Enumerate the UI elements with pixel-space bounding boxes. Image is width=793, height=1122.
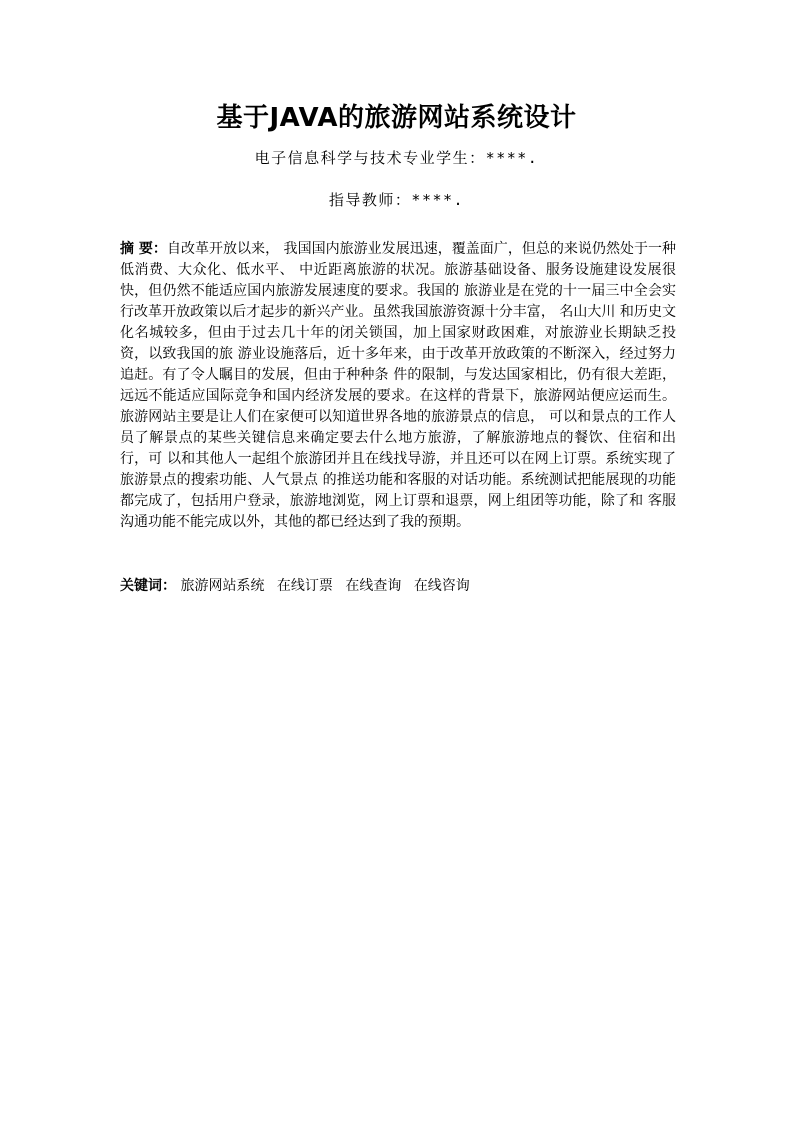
abstract-label: 摘 要： [120,241,167,257]
document-title: 基于JAVA的旅游网站系统设计 [216,103,577,133]
keyword-item: 在线咨询 [413,578,470,594]
keyword-item: 在线查询 [345,578,402,594]
abstract-text: 自改革开放以来， 我国国内旅游业发展迅速，覆盖面广，但总的来说仍然处于一种低消费、大众化、低水平、 中近距离旅游的状况。旅游基础设备、服务设施建设发展很快，但仍然不能适应国内旅游发展速度的要求。我国的 旅游业是在党的十一届三中全会实行改革开放政策以后才起步的新兴产业。虽然我国旅游资源十分丰富， 名山大川 和历史文化名城较多，但由于过去几十年的闭关锁国，加上国家财政困难，对旅游业长期缺乏投资，以致我国的旅 游业设施落后，近十多年来，由于改革开放政策的不断深入，经过努力追赶。有了令人瞩目的发展，但由于种种条 件的限制，与发达国家相比，仍有很大差距，远远不能适应国际竞争和国内经济发展的要求。在这样的背景下，旅游网站便应运而生。旅游网站主要是让人们在家便可以知道世界各地的旅游景点的信息， 可以和景点的工作人员了解景点的某些关键信息来确定要去什么地方旅游，了解旅游地点的餐饮、住宿和出行，可 以和其他人一起组个旅游团并且在线找导游，并且还可以在网上订票。系统实现了旅游景点的搜索功能、人气景点 的推送功能和客服的对话功能。系统测试把能展现的功能都完成了，包括用户登录，旅游地浏览，网上订票和退票，网上组团等功能，除了和 客服沟通功能不能完成以外，其他的都已经达到了我的预期。 [120,241,677,530]
abstract-paragraph [120,239,676,533]
author-line: 电子信息科学与技术专业学生：****. [254,149,539,167]
keywords-label: 关键词： [120,578,176,594]
keywords-list [180,578,469,594]
advisor-line: 指导教师：****. [328,191,465,209]
keyword-item: 在线订票 [276,578,333,594]
keyword-item: 旅游网站系统 [180,578,265,594]
keywords-line [120,576,676,597]
